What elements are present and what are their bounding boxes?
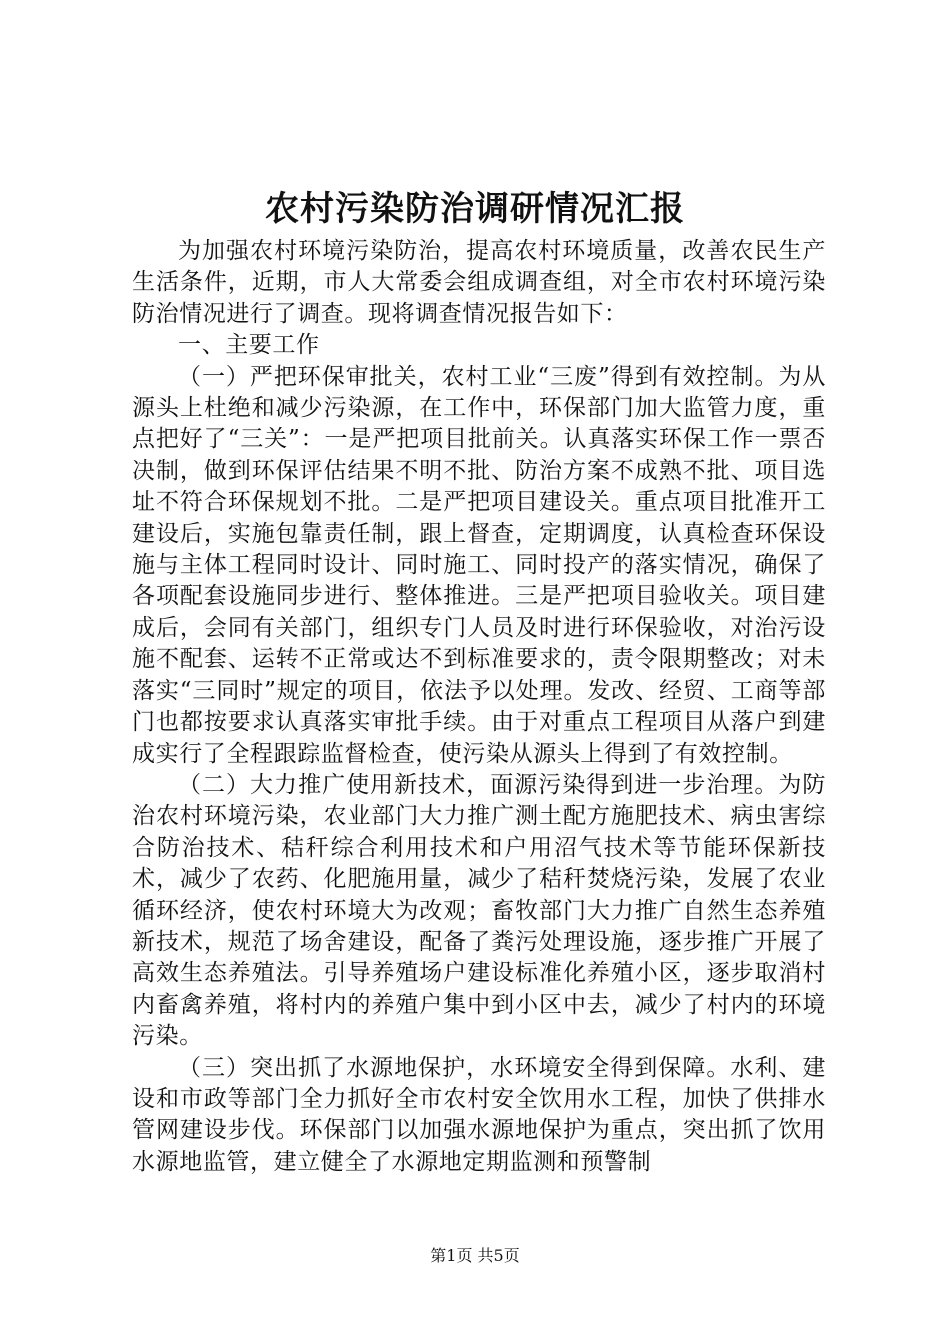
page-footer: 第1页 共5页 — [430, 1246, 520, 1265]
paragraph-approval: （一）严把环保审批关，农村工业“三废”得到有效控制。为从源头上杜绝和减少污染源，在工作中，环保部门加大监管力度，重点把好了“三关”：一是严把项目批前关。认真落实环保工作一票否决制，做到环保评估结果不明不批、防治方案不成熟不批、项目选址不符合环保规划不批。二是严把项目建设关。重点项目批准开工建设后，实施包靠责任制，跟上督查，定期调度，认真检查环保设施与主体工程同时设计、同时施工、同时投产的落实情况，确保了各项配套设施同步进行、整体推进。三是严把项目验收关。项目建成后，会同有关部门，组织专门人员及时进行环保验收，对治污设施不配套、运转不正常或达不到标准要求的，责令限期整改；对未落实“三同时”规定的项目，依法予以处理。发改、经贸、工商等部门也都按要求认真落实审批手续。由于对重点工程项目从落户到建成实行了全程跟踪监督检查，使污染从源头上得到了有效控制。 — [132, 363, 826, 767]
section-heading-main-work: 一、主要工作 — [178, 332, 320, 359]
paragraph-intro: 为加强农村环境污染防治，提高农村环境质量，改善农民生产生活条件，近期，市人大常委会组成调查组，对全市农村环境污染防治情况进行了调查。现将调查情况报告如下： — [132, 238, 826, 327]
paragraph-water-source: （三）突出抓了水源地保护，水环境安全得到保障。水利、建设和市政等部门全力抓好全市农村安全饮用水工程，加快了供排水管网建设步伐。环保部门以加强水源地保护为重点，突出抓了饮用水源地监管，建立健全了水源地定期监测和预警制 — [132, 1054, 826, 1175]
document-body — [132, 236, 826, 1178]
paragraph-new-technology: （二）大力推广使用新技术，面源污染得到进一步治理。为防治农村环境污染，农业部门大力推广测土配方施肥技术、病虫害综合防治技术、秸秆综合利用技术和户用沼气技术等节能环保新技术，减少了农药、化肥施用量，减少了秸秆焚烧污染，发展了农业循环经济，使农村环境大为改观；畜牧部门大力推广自然生态养殖新技术，规范了场舍建设，配备了粪污处理设施，逐步推广开展了高效生态养殖法。引导养殖场户建设标准化养殖小区，逐步取消村内畜禽养殖，将村内的养殖户集中到小区中去，减少了村内的环境污染。 — [132, 771, 826, 1050]
document-title: 农村污染防治调研情况汇报 — [265, 189, 685, 229]
